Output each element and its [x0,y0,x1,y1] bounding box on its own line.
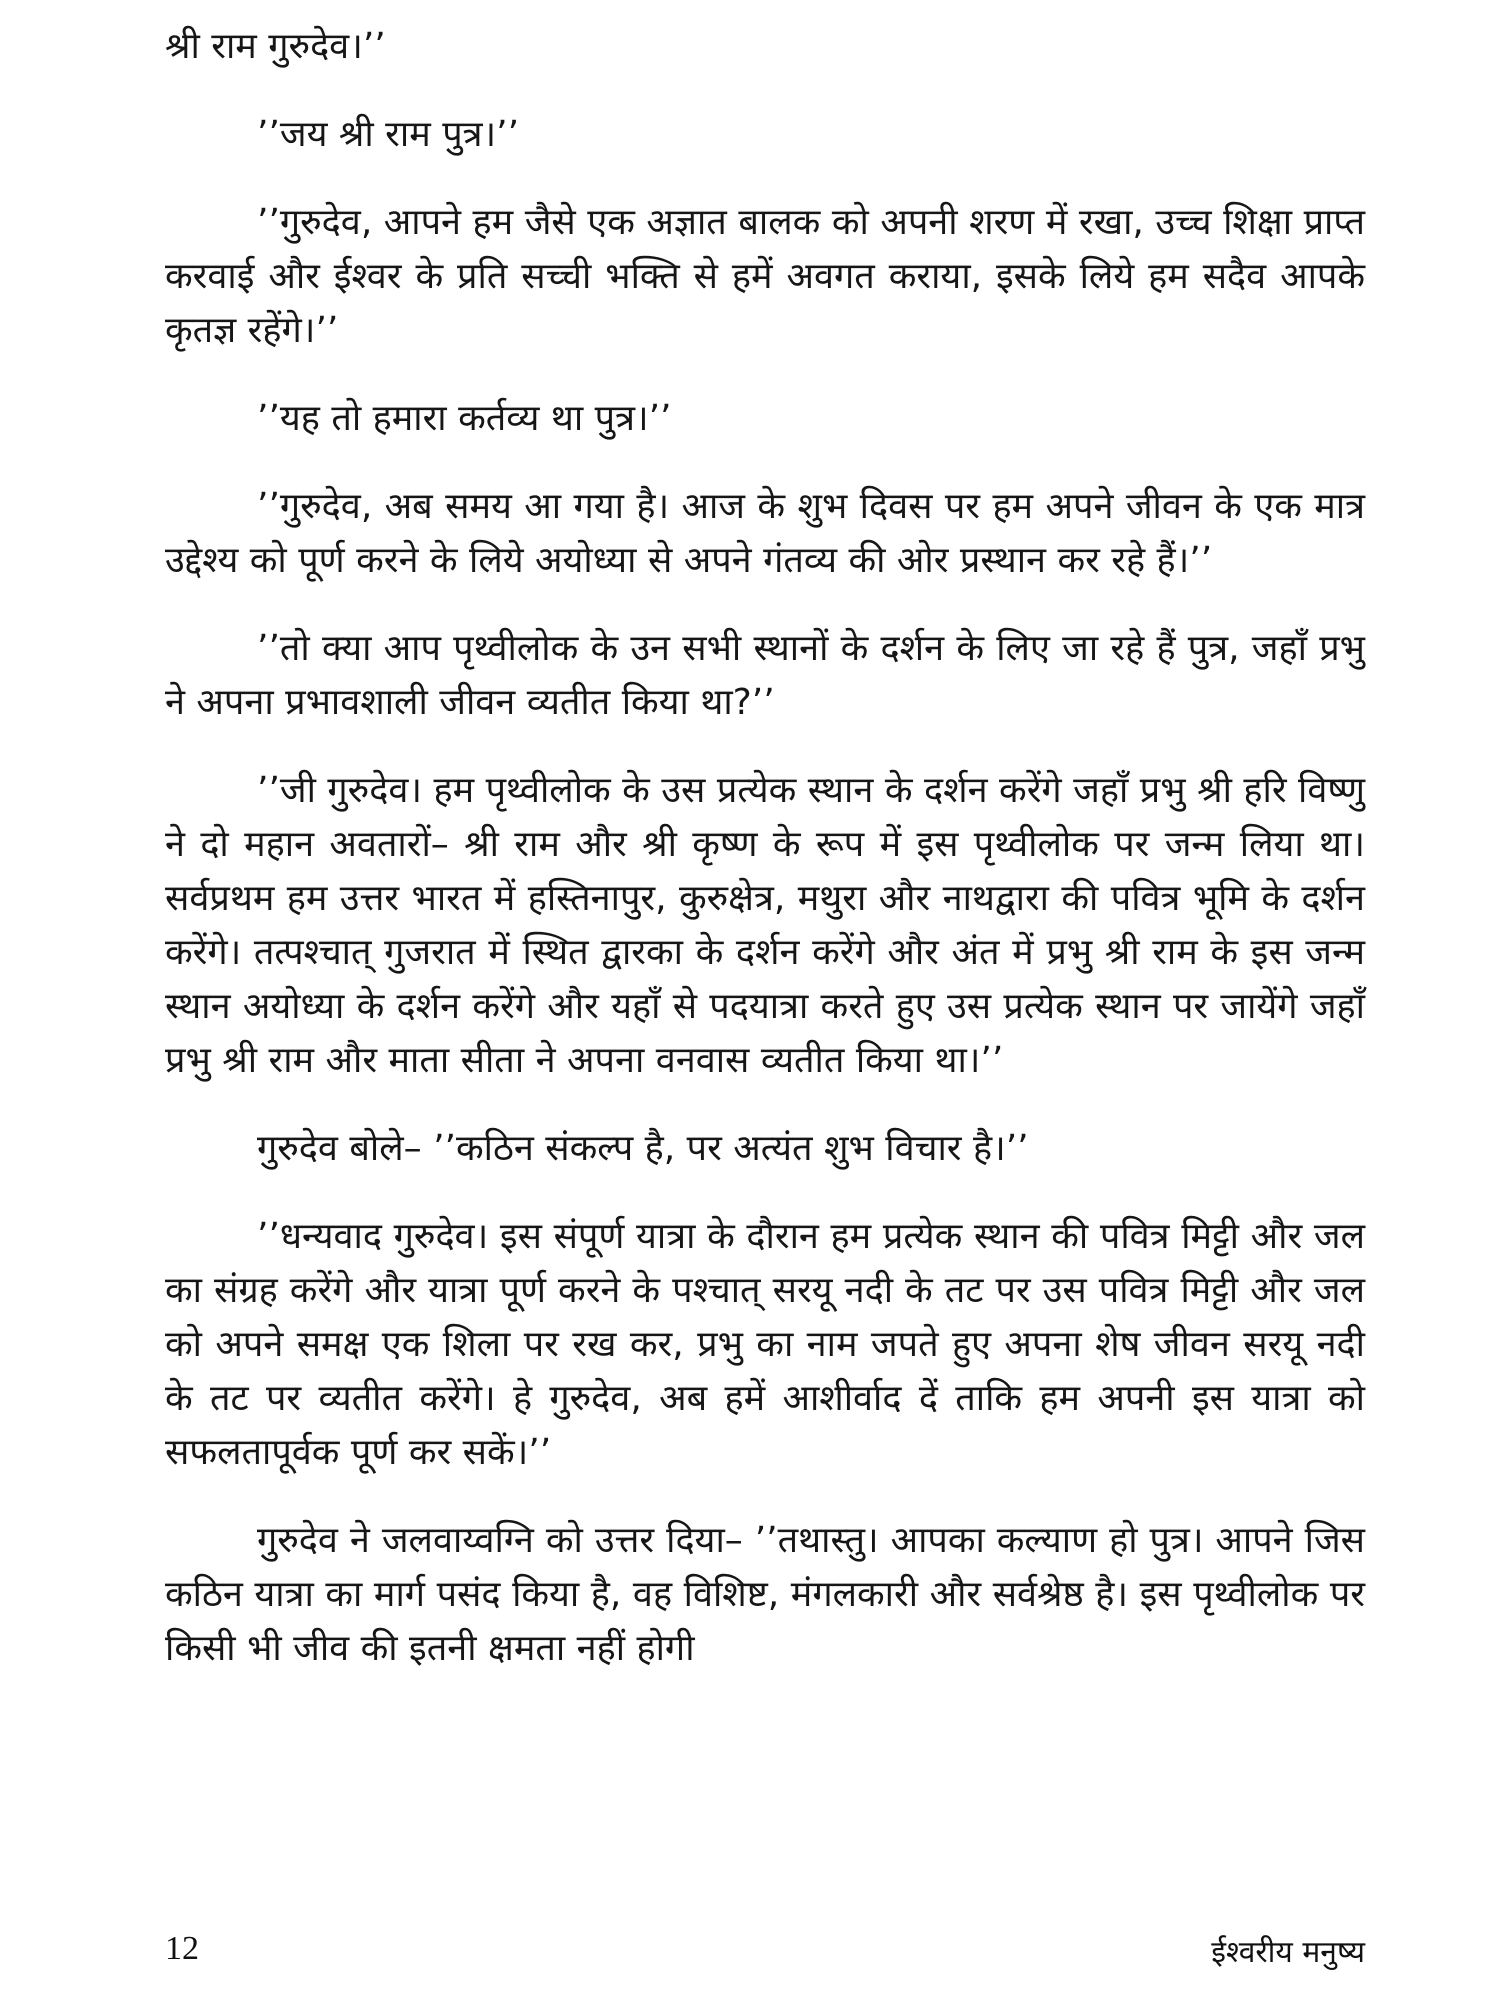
paragraph-1: श्री राम गुरुदेव।’’ [165,26,386,67]
running-book-title: ईश्वरीय मनुष्य [1211,1935,1365,1970]
paragraph-7: ’’जी गुरुदेव। हम पृथ्वीलोक के उस प्रत्येक स्थान के दर्शन करेंगे जहाँ प्रभु श्री हरि विष्णु ने दो महान अवतारों– श्री राम और श्री कृष्ण के रूप में इस पृथ्वीलोक पर जन्म लिया था। सर्वप्रथम हम उत्तर भारत में हस्तिनापुर, कुरुक्षेत्र, मथुरा और नाथद्वारा की पवित्र भूमि के दर्शन करेंगे। तत्पश्चात् गुजरात में स्थित द्वारका के दर्शन करेंगे और अंत में प्रभु श्री राम के इस जन्म स्थान अयोध्या के दर्शन करेंगे और यहाँ से पदयात्रा करते हुए उस प्रत्येक स्थान पर जायेंगे जहाँ प्रभु श्री राम और माता सीता ने अपना वनवास व्यतीत किया था।’’ [165,770,1365,1081]
paragraph-3: ’’गुरुदेव, आपने हम जैसे एक अज्ञात बालक को अपनी शरण में रखा, उच्च शिक्षा प्राप्त करवाई और ईश्वर के प्रति सच्ची भक्ति से हमें अवगत कराया, इसके लिये हम सदैव आपके कृतज्ञ रहेंगे।’’ [165,202,1365,351]
paragraph-2: ’’जय श्री राम पुत्र।’’ [257,114,520,155]
paragraph-9: ’’धन्यवाद गुरुदेव। इस संपूर्ण यात्रा के दौरान हम प्रत्येक स्थान की पवित्र मिट्टी और जल का संग्रह करेंगे और यात्रा पूर्ण करने के पश्चात् सरयू नदी के तट पर उस पवित्र मिट्टी और जल को अपने समक्ष एक शिला पर रख कर, प्रभु का नाम जपते हुए अपना शेष जीवन सरयू नदी के तट पर व्यतीत करेंगे। हे गुरुदेव, अब हमें आशीर्वाद दें ताकि हम अपनी इस यात्रा को सफलतापूर्वक पूर्ण कर सकें।’’ [165,1216,1365,1473]
paragraph-8: गुरुदेव बोले– ’’कठिन संकल्प है, पर अत्यंत शुभ विचार है।’’ [257,1128,1029,1169]
paragraph-5: ’’गुरुदेव, अब समय आ गया है। आज के शुभ दिवस पर हम अपने जीवन के एक मात्र उद्देश्य को पूर्ण करने के लिये अयोध्या से अपने गंतव्य की ओर प्रस्थान कर रहे हैं।’’ [165,486,1365,581]
paragraph-4: ’’यह तो हमारा कर्तव्य था पुत्र।’’ [257,398,672,439]
paragraph-10: गुरुदेव ने जलवाय्वग्नि को उत्तर दिया– ’’तथास्तु। आपका कल्याण हो पुत्र। आपने जिस कठिन यात्रा का मार्ग पसंद किया है, वह विशिष्ट, मंगलकारी और सर्वश्रेष्ठ है। इस पृथ्वीलोक पर किसी भी जीव की इतनी क्षमता नहीं होगी [165,1520,1365,1669]
paragraph-6: ’’तो क्या आप पृथ्वीलोक के उन सभी स्थानों के दर्शन के लिए जा रहे हैं पुत्र, जहाँ प्रभु ने अपना प्रभावशाली जीवन व्यतीत किया था?’’ [165,628,1365,723]
page-footer [165,1930,1365,1980]
page-body [165,20,1365,1710]
page-number: 12 [165,1930,199,1967]
